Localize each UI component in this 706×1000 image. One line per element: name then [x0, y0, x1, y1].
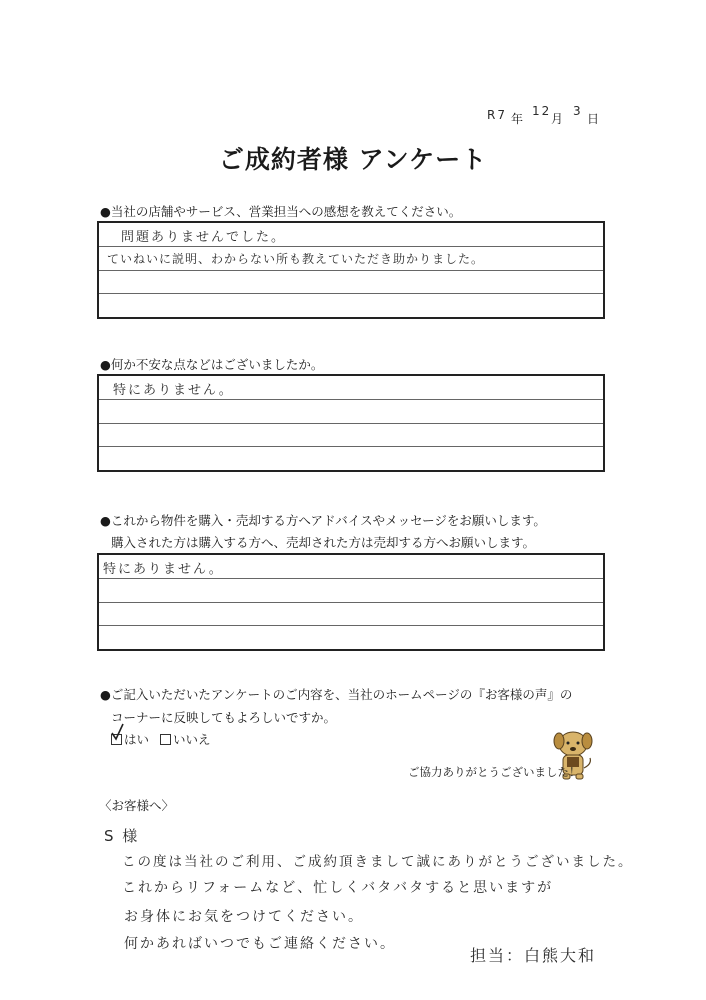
thanks-message: ご協力ありがとうございました！ — [408, 765, 581, 779]
answer-row — [99, 424, 603, 448]
checkbox-no[interactable] — [160, 734, 171, 745]
question-1: ●当社の店舗やサービス、営業担当への感想を教えてください。 — [100, 204, 462, 219]
question-3-line-2: 購入された方は購入する方へ、売却された方は売却する方へお願いします。 — [111, 535, 536, 550]
answer-row — [99, 400, 603, 424]
question-4-line-2: コーナーに反映してもよろしいですか。 — [111, 710, 337, 725]
option-yes-label: はい — [124, 732, 150, 747]
date-month: 12 — [532, 104, 552, 118]
date-year-unit: 年 — [511, 112, 524, 126]
message-line: これからリフォームなど、忙しくバタバタすると思いますが — [122, 880, 554, 896]
answer-text: 問題ありませんでした。 — [121, 230, 287, 245]
question-2: ●何か不安な点などはございましたか。 — [100, 357, 324, 372]
answer-row — [99, 626, 603, 649]
date-era: R7 — [487, 108, 507, 122]
answer-row — [99, 247, 603, 271]
salutation: S 様 — [104, 827, 140, 845]
answer-text: 特にありません。 — [103, 562, 224, 577]
answer-row — [99, 271, 603, 295]
message-line: お身体にお気をつけてください。 — [124, 909, 364, 925]
option-no[interactable] — [160, 730, 211, 748]
question-3-line-1: ●これから物件を購入・売却する方へアドバイスやメッセージをお願いします。 — [100, 513, 546, 528]
answer-row — [99, 223, 603, 247]
customer-section-label: 〈お客様へ〉 — [99, 798, 175, 813]
check-mark-icon — [110, 722, 126, 742]
option-no-label: いいえ — [173, 732, 211, 747]
date-day: 3 — [573, 104, 583, 118]
question-4-line-1: ●ご記入いただいたアンケートのご内容を、当社のホームページの『お客様の声』の — [100, 687, 573, 702]
signature: 担当：白熊大和 — [470, 946, 597, 965]
answer-row — [99, 376, 603, 400]
date-month-unit: 月 — [551, 112, 564, 126]
answer-text: 特にありません。 — [113, 383, 234, 398]
answer-row — [99, 603, 603, 627]
answer-text: ていねいに説明、わからない所も教えていただき助かりました。 — [107, 251, 485, 266]
message-line: 何かあればいつでもご連絡ください。 — [124, 936, 396, 952]
page-title: ご成約者様 アンケート — [218, 145, 488, 174]
answer-row — [99, 579, 603, 603]
answer-row — [99, 447, 603, 470]
answer-row — [99, 294, 603, 317]
answer-box-2 — [97, 374, 605, 472]
date-day-unit: 日 — [587, 112, 600, 126]
answer-box-3 — [97, 553, 605, 651]
answer-box-1 — [97, 221, 605, 319]
answer-row — [99, 555, 603, 579]
message-line: この度は当社のご利用、ご成約頂きまして誠にありがとうございました。 — [122, 854, 634, 870]
